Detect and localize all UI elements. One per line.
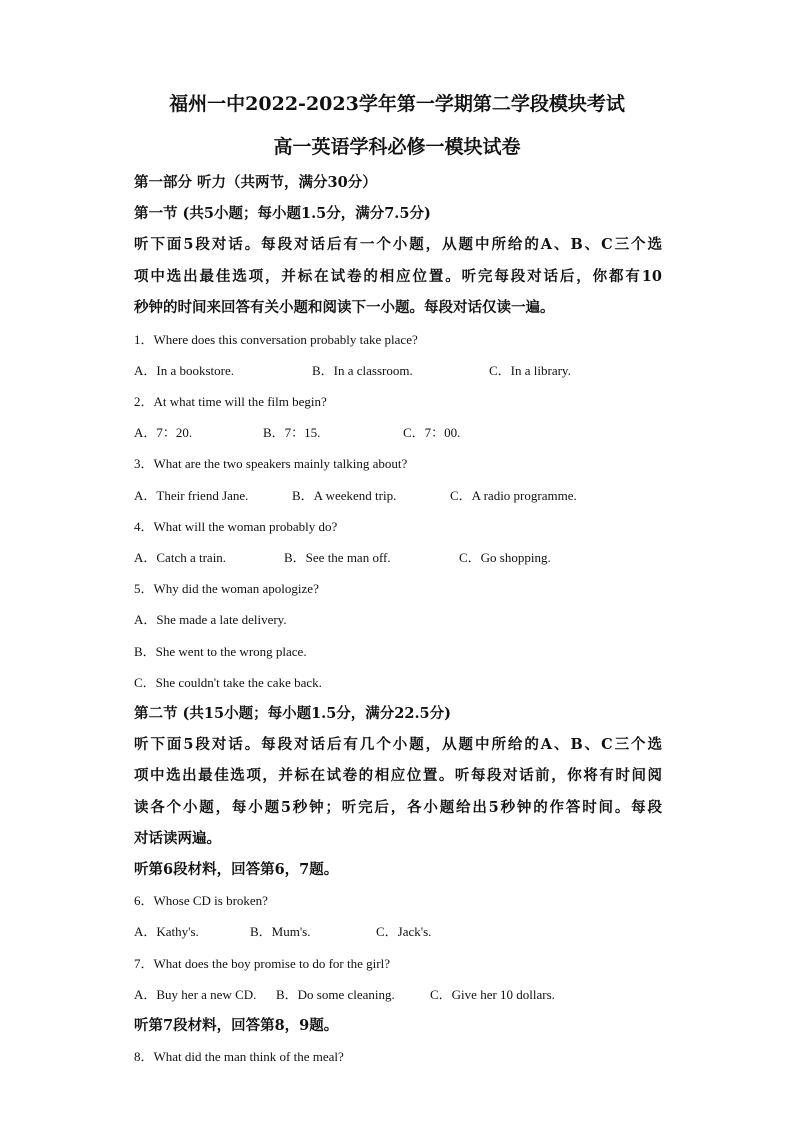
question-3-option-b[interactable]: B．A weekend trip. <box>292 488 397 503</box>
question-5-option-a[interactable]: A．She made a late delivery. <box>134 612 287 627</box>
question-2-option-a[interactable]: A．7：20. <box>134 425 193 440</box>
question-7-option-c[interactable]: C．Give her 10 dollars. <box>430 987 555 1002</box>
question-1-stem: 1．Where does this conversation probably take place? <box>134 332 418 347</box>
exam-title: 福州一中2022-2023学年第一学期第二学段模块考试 <box>169 93 625 115</box>
section2-heading: 第二节 (共15小题；每小题1.5分，满分22.5分) <box>134 705 451 722</box>
question-6-option-c[interactable]: C．Jack's. <box>376 924 432 939</box>
material-6-heading: 听第6段材料，回答第6，7题。 <box>134 861 339 878</box>
part1-heading: 第一部分 听力（共两节，满分30分） <box>134 174 377 191</box>
question-8-stem: 8．What did the man think of the meal? <box>134 1049 344 1064</box>
section2-instructions-line1: 听下面5段对话。每段对话后有几个小题，从题中所给的A、B、C三个选 <box>134 736 662 753</box>
question-6-stem: 6．Whose CD is broken? <box>134 893 268 908</box>
question-7-option-b[interactable]: B．Do some cleaning. <box>276 987 395 1002</box>
question-1-option-b[interactable]: B．In a classroom. <box>312 363 413 378</box>
question-7-option-a[interactable]: A．Buy her a new CD. <box>134 987 257 1002</box>
question-5-option-b[interactable]: B．She went to the wrong place. <box>134 644 307 659</box>
question-2-stem: 2．At what time will the film begin? <box>134 394 327 409</box>
question-2-option-c[interactable]: C．7：00. <box>403 425 461 440</box>
section2-instructions-line3: 读各个小题，每小题5秒钟；听完后，各小题给出5秒钟的作答时间。每段 <box>134 799 662 816</box>
question-3-stem: 3．What are the two speakers mainly talking about? <box>134 456 408 471</box>
question-5-stem: 5．Why did the woman apologize? <box>134 581 319 596</box>
exam-subtitle: 高一英语学科必修一模块试卷 <box>273 136 521 158</box>
question-5-option-c[interactable]: C．She couldn't take the cake back. <box>134 675 322 690</box>
question-1-option-c[interactable]: C．In a library. <box>489 363 571 378</box>
section1-heading: 第一节 (共5小题；每小题1.5分，满分7.5分) <box>134 205 431 222</box>
question-4-option-b[interactable]: B．See the man off. <box>284 550 391 565</box>
question-4-option-c[interactable]: C．Go shopping. <box>459 550 551 565</box>
question-4-option-a[interactable]: A．Catch a train. <box>134 550 227 565</box>
question-6-option-a[interactable]: A．Kathy's. <box>134 924 199 939</box>
question-2-option-b[interactable]: B．7：15. <box>263 425 321 440</box>
section1-instructions-line2: 项中选出最佳选项，并标在试卷的相应位置。听完每段对话后，你都有10 <box>134 268 662 285</box>
section1-instructions-line1: 听下面5段对话。每段对话后有一个小题，从题中所给的A、B、C三个选 <box>134 236 662 253</box>
section1-instructions-line3: 秒钟的时间来回答有关小题和阅读下一小题。每段对话仅读一遍。 <box>134 299 555 316</box>
question-3-option-c[interactable]: C．A radio programme. <box>450 488 577 503</box>
material-7-heading: 听第7段材料，回答第8，9题。 <box>134 1017 339 1034</box>
section2-instructions-line2: 项中选出最佳选项，并标在试卷的相应位置。听每段对话前，你将有时间阅 <box>134 767 662 784</box>
question-1-option-a[interactable]: A．In a bookstore. <box>134 363 235 378</box>
question-4-stem: 4．What will the woman probably do? <box>134 519 338 534</box>
question-6-option-b[interactable]: B．Mum's. <box>250 924 311 939</box>
section2-instructions-line4: 对话读两遍。 <box>134 830 221 847</box>
question-3-option-a[interactable]: A．Their friend Jane. <box>134 488 249 503</box>
question-7-stem: 7．What does the boy promise to do for the girl? <box>134 956 390 971</box>
